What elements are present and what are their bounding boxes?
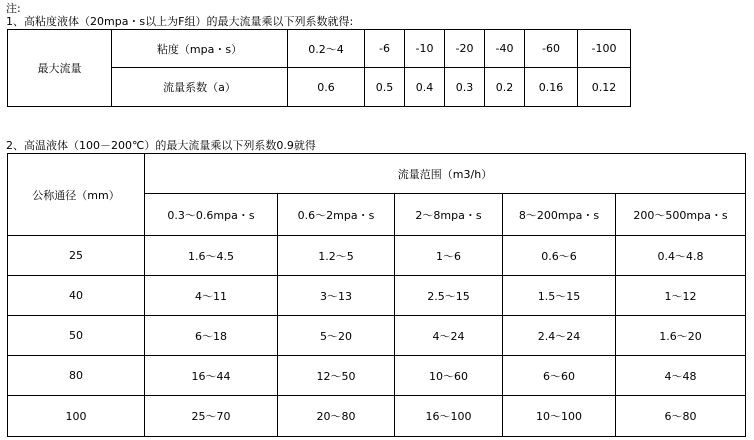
viscosity-value: -10 <box>405 30 445 68</box>
flow-coefficient-value: 0.5 <box>365 68 405 107</box>
flow-coefficient-value: 0.6 <box>288 68 365 107</box>
flow-range-table <box>7 153 746 437</box>
flow-range-cell: 1.2～5 <box>278 236 395 276</box>
viscosity-coefficient-table <box>7 29 631 107</box>
viscosity-range-header: 0.3～0.6mpa・s <box>145 194 278 236</box>
nominal-diameter-header: 公称通径（mm） <box>8 154 145 236</box>
flow-range-cell: 4～11 <box>145 276 278 316</box>
flow-range-cell: 0.6～6 <box>503 236 616 276</box>
flow-range-cell: 1.5～15 <box>503 276 616 316</box>
flow-range-cell: 6～18 <box>145 316 278 356</box>
flow-range-cell: 25～70 <box>145 396 278 437</box>
viscosity-value: -20 <box>445 30 485 68</box>
note-2-text: 2、高温液体（100－200℃）的最大流量乘以下列系数0.9就得 <box>6 139 316 152</box>
table-row <box>8 316 746 356</box>
flow-range-cell: 20～80 <box>278 396 395 437</box>
viscosity-value: -40 <box>485 30 525 68</box>
flow-range-cell: 10～60 <box>395 356 503 396</box>
nominal-diameter-cell: 100 <box>8 396 145 437</box>
flow-coefficient-label: 流量系数（a） <box>112 68 288 107</box>
table-row <box>8 276 746 316</box>
note-1-text: 1、高粘度液体（20mpa・s以上为F组）的最大流量乘以下列系数就得: <box>6 15 354 28</box>
flow-range-cell: 2.5～15 <box>395 276 503 316</box>
max-flow-header: 最大流量 <box>8 30 112 107</box>
flow-range-cell: 6～80 <box>616 396 746 437</box>
flow-coefficient-value: 0.16 <box>525 68 578 107</box>
flow-range-cell: 0.4～4.8 <box>616 236 746 276</box>
viscosity-value: -60 <box>525 30 578 68</box>
viscosity-value: -6 <box>365 30 405 68</box>
viscosity-label: 粘度（mpa・s） <box>112 30 288 68</box>
flow-range-cell: 5～20 <box>278 316 395 356</box>
nominal-diameter-cell: 80 <box>8 356 145 396</box>
flow-range-header: 流量范围（m3/h） <box>145 154 746 194</box>
flow-range-cell: 12～50 <box>278 356 395 396</box>
table-row <box>8 236 746 276</box>
flow-coefficient-value: 0.2 <box>485 68 525 107</box>
flow-range-cell: 4～48 <box>616 356 746 396</box>
flow-range-cell: 6～60 <box>503 356 616 396</box>
flow-coefficient-value: 0.4 <box>405 68 445 107</box>
flow-range-cell: 1.6～4.5 <box>145 236 278 276</box>
flow-range-cell: 2.4～24 <box>503 316 616 356</box>
flow-coefficient-value: 0.3 <box>445 68 485 107</box>
flow-range-cell: 16～100 <box>395 396 503 437</box>
flow-coefficient-value: 0.12 <box>578 68 631 107</box>
viscosity-value: -100 <box>578 30 631 68</box>
viscosity-value: 0.2～4 <box>288 30 365 68</box>
flow-range-cell: 1.6～20 <box>616 316 746 356</box>
note-title: 注: <box>6 2 21 15</box>
flow-range-cell: 16～44 <box>145 356 278 396</box>
flow-range-cell: 3～13 <box>278 276 395 316</box>
viscosity-range-header: 8～200mpa・s <box>503 194 616 236</box>
nominal-diameter-cell: 25 <box>8 236 145 276</box>
viscosity-range-header: 0.6～2mpa・s <box>278 194 395 236</box>
nominal-diameter-cell: 50 <box>8 316 145 356</box>
nominal-diameter-cell: 40 <box>8 276 145 316</box>
flow-range-cell: 1～12 <box>616 276 746 316</box>
table-row <box>8 396 746 437</box>
viscosity-range-header: 200～500mpa・s <box>616 194 746 236</box>
flow-range-cell: 4～24 <box>395 316 503 356</box>
flow-range-cell: 1～6 <box>395 236 503 276</box>
table-row <box>8 356 746 396</box>
flow-range-cell: 10～100 <box>503 396 616 437</box>
viscosity-range-header: 2～8mpa・s <box>395 194 503 236</box>
